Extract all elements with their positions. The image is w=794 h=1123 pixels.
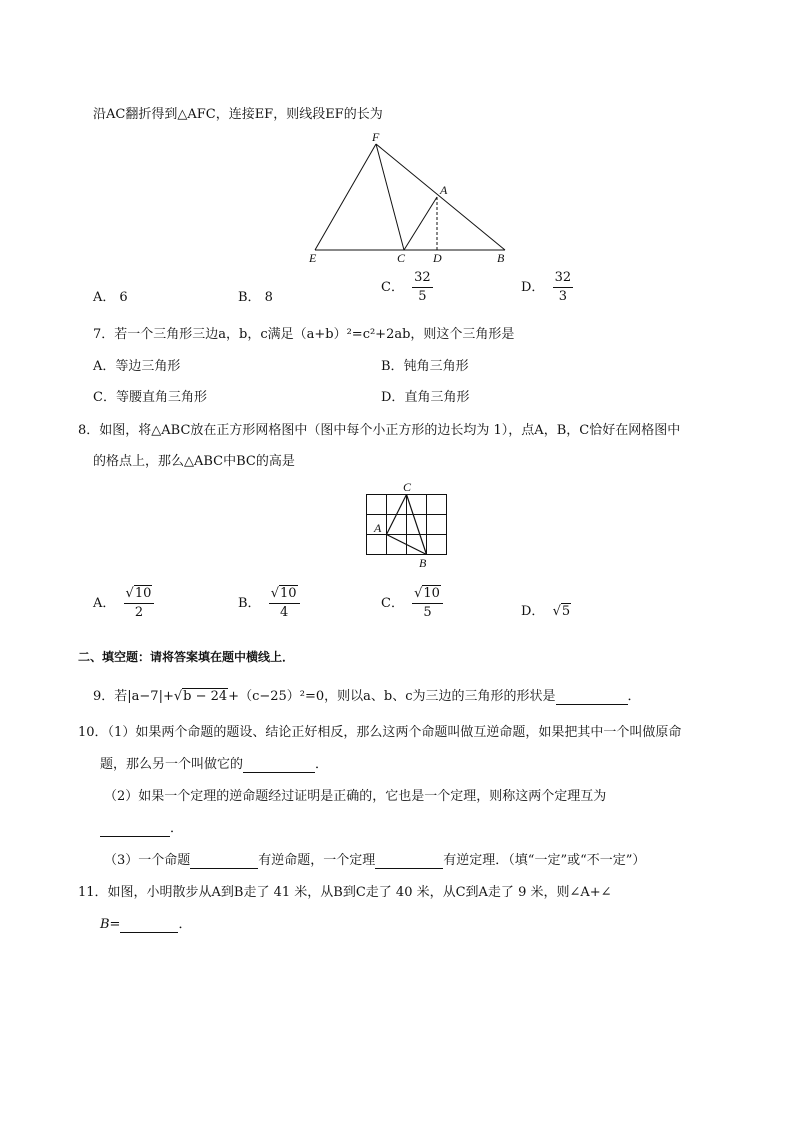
q8-stem-line2: 的格点上，那么△ABC中BC的高是 bbox=[93, 454, 295, 469]
q7-option-d: D．直角三角形 bbox=[381, 390, 470, 405]
q10-answer-blank-2[interactable] bbox=[100, 821, 170, 837]
q7-stem: 7．若一个三角形三边a，b，c满足（a+b）²=c²+2ab，则这个三角形是 bbox=[93, 327, 515, 342]
section2-title: 二、填空题：请将答案填在题中横线上． bbox=[78, 650, 295, 664]
q6-label-c: C bbox=[397, 251, 406, 265]
q6-intro: 沿AC翻折得到△AFC，连接EF，则线段EF的长为 bbox=[93, 107, 383, 122]
q11-line2: B= ． bbox=[100, 917, 192, 932]
q6-label-f: F bbox=[372, 130, 380, 144]
q6-label-b: B bbox=[497, 251, 505, 265]
q6-option-a: A． 6 bbox=[93, 290, 128, 305]
q6-label-a: A bbox=[440, 183, 448, 197]
q9-answer-blank[interactable] bbox=[556, 689, 628, 705]
q7-option-a: A．等边三角形 bbox=[93, 359, 181, 374]
q6-label-e: E bbox=[309, 251, 317, 265]
q11-answer-blank[interactable] bbox=[120, 917, 178, 933]
q6-label-d: D bbox=[433, 251, 442, 265]
q8-label-a: A bbox=[374, 521, 382, 535]
q7-option-b: B．钝角三角形 bbox=[381, 359, 469, 374]
q10-answer-blank-1[interactable] bbox=[243, 757, 315, 773]
q10-answer-blank-3[interactable] bbox=[190, 853, 258, 869]
q8-label-b: B bbox=[419, 556, 427, 570]
q8-option-a: A． $\frac{√10}{2}$ bbox=[93, 586, 154, 621]
q8-stem-line1: 8．如图，将△ABC放在正方形网格图中（图中每个小正方形的边长均为 1），点A，B，C恰好在网格图中 bbox=[78, 423, 681, 438]
q8-option-c: C． $\frac{√10}{5}$ bbox=[381, 586, 443, 621]
q8-grid-figure bbox=[360, 478, 460, 570]
q11-line1: 11．如图，小明散步从A到B走了 41 米，从B到C走了 40 米，从C到A走了 9 米，则∠A+∠ bbox=[78, 885, 612, 900]
q6-option-b: B． 8 bbox=[238, 290, 273, 305]
q8-option-b: B． $\frac{√10}{4}$ bbox=[238, 586, 300, 621]
q8-label-c: C bbox=[403, 480, 412, 494]
q8-option-d: D． √5 bbox=[521, 604, 571, 619]
q6-option-c: C． $\frac{32}{5}$ bbox=[381, 270, 431, 304]
q9-stem: 9．若|a−7|+√b − 24+（c−25）²=0，则以a、b、c为三边的三角形的形状是 ． bbox=[93, 689, 641, 704]
q7-option-c: C．等腰直角三角形 bbox=[93, 390, 207, 405]
q6-option-d: D． $\frac{32}{3}$ bbox=[521, 270, 572, 304]
q10-p1-line2: 题，那么另一个叫做它的 ． bbox=[100, 757, 329, 772]
q10-answer-blank-4[interactable] bbox=[375, 853, 443, 869]
q6-triangle-figure bbox=[305, 130, 520, 265]
q10-p1-line1: 10．（1）如果两个命题的题设、结论正好相反，那么这两个命题叫做互逆命题，如果把其中一个叫做原命 bbox=[78, 725, 682, 740]
q10-p3: （3）一个命题 有逆命题，一个定理 有逆定理．（填“一定”或“不一定”） bbox=[104, 853, 646, 868]
q10-p2-line1: （2）如果一个定理的逆命题经过证明是正确的，它也是一个定理，则称这两个定理互为 bbox=[104, 789, 607, 804]
q10-p2-line2: ． bbox=[100, 817, 183, 837]
